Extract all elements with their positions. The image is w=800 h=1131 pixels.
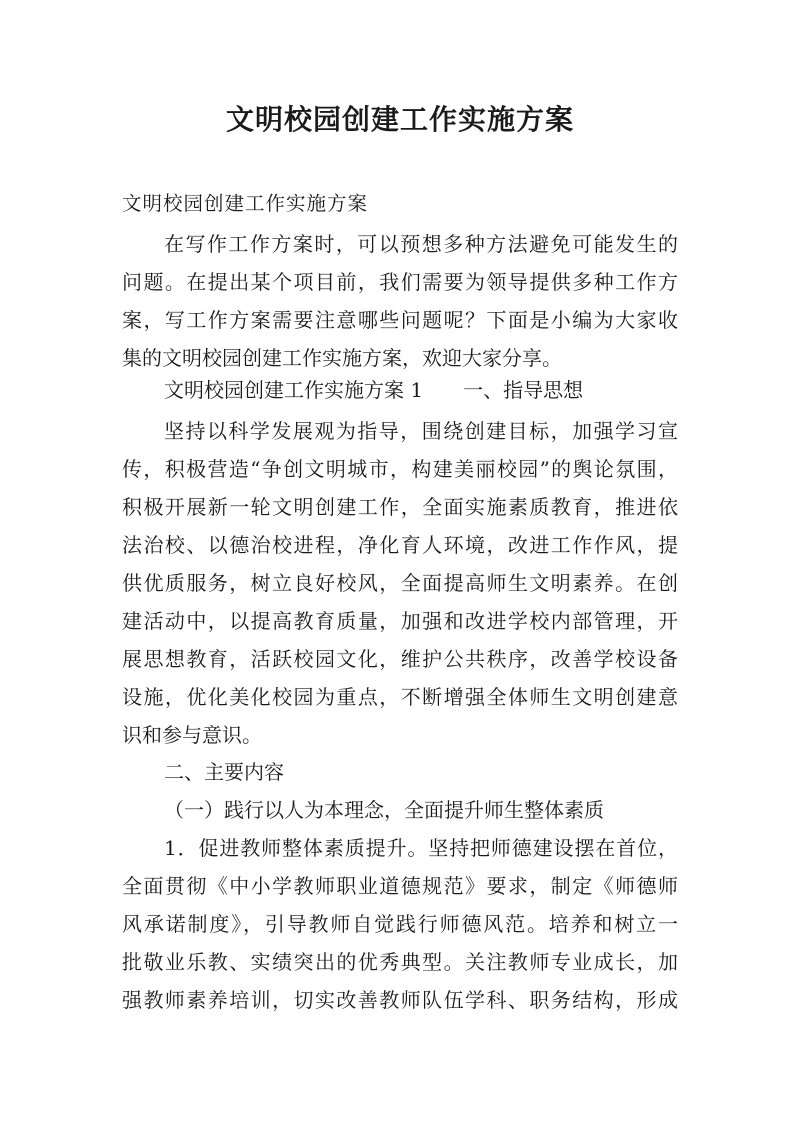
paragraph-line: 全面贯彻《中小学教师职业道德规范》要求，制定《师德师 [122,874,678,898]
paragraph-line: 积极开展新一轮文明创建工作，全面实施素质教育，推进依 [122,495,678,519]
guiding-ideology-paragraph [122,412,678,754]
document-subtitle: 文明校园创建工作实施方案 [122,192,369,215]
paragraph-line: 在写作工作方案时，可以预想多种方法避免可能发生的 [164,232,678,256]
paragraph-line: 集的文明校园创建工作实施方案，欢迎大家分享。 [122,346,562,370]
paragraph-line: 坚持以科学发展观为指导，围绕创建目标，加强学习宣 [164,419,678,443]
document-title: 文明校园创建工作实施方案 [225,103,574,136]
paragraph-line: 1．促进教师整体素质提升。坚持把师德建设摆在首位， [164,836,678,860]
paragraph-line: 风承诺制度》，引导教师自觉践行师德风范。培养和树立一 [122,912,678,936]
paragraph-line: 批敬业乐教、实绩突出的优秀典型。关注教师专业成长，加 [122,950,678,974]
section-heading-block [122,371,678,409]
intro-paragraph [122,225,678,377]
paragraph-line: 建活动中，以提高教育质量，加强和改进学校内部管理，开 [122,609,678,633]
paragraph-line: 供优质服务，树立良好校风，全面提高师生文明素养。在创 [122,571,678,595]
main-content-section [122,753,678,1019]
paragraph-line: 传，积极营造“争创文明城市，构建美丽校园”的舆论氛围， [122,457,678,481]
paragraph-line: 案，写工作方案需要注意哪些问题呢？下面是小编为大家收 [122,308,678,332]
sub-heading: （一）践行以人为本理念，全面提升师生整体素质 [164,798,604,822]
section-heading: 文明校园创建工作实施方案 1 一、指导思想 [164,378,584,402]
paragraph-line: 识和参与意识。 [122,723,262,747]
paragraph-line: 设施，优化美化校园为重点，不断增强全体师生文明创建意 [122,685,678,709]
paragraph-line: 法治校、以德治校进程，净化育人环境，改进工作作风，提 [122,533,678,557]
paragraph-line: 展思想教育，活跃校园文化，维护公共秩序，改善学校设备 [122,647,678,671]
main-heading: 二、主要内容 [164,760,284,784]
paragraph-line: 强教师素养培训，切实改善教师队伍学科、职务结构，形成 [122,988,678,1012]
paragraph-line: 问题。在提出某个项目前，我们需要为领导提供多种工作方 [122,270,678,294]
